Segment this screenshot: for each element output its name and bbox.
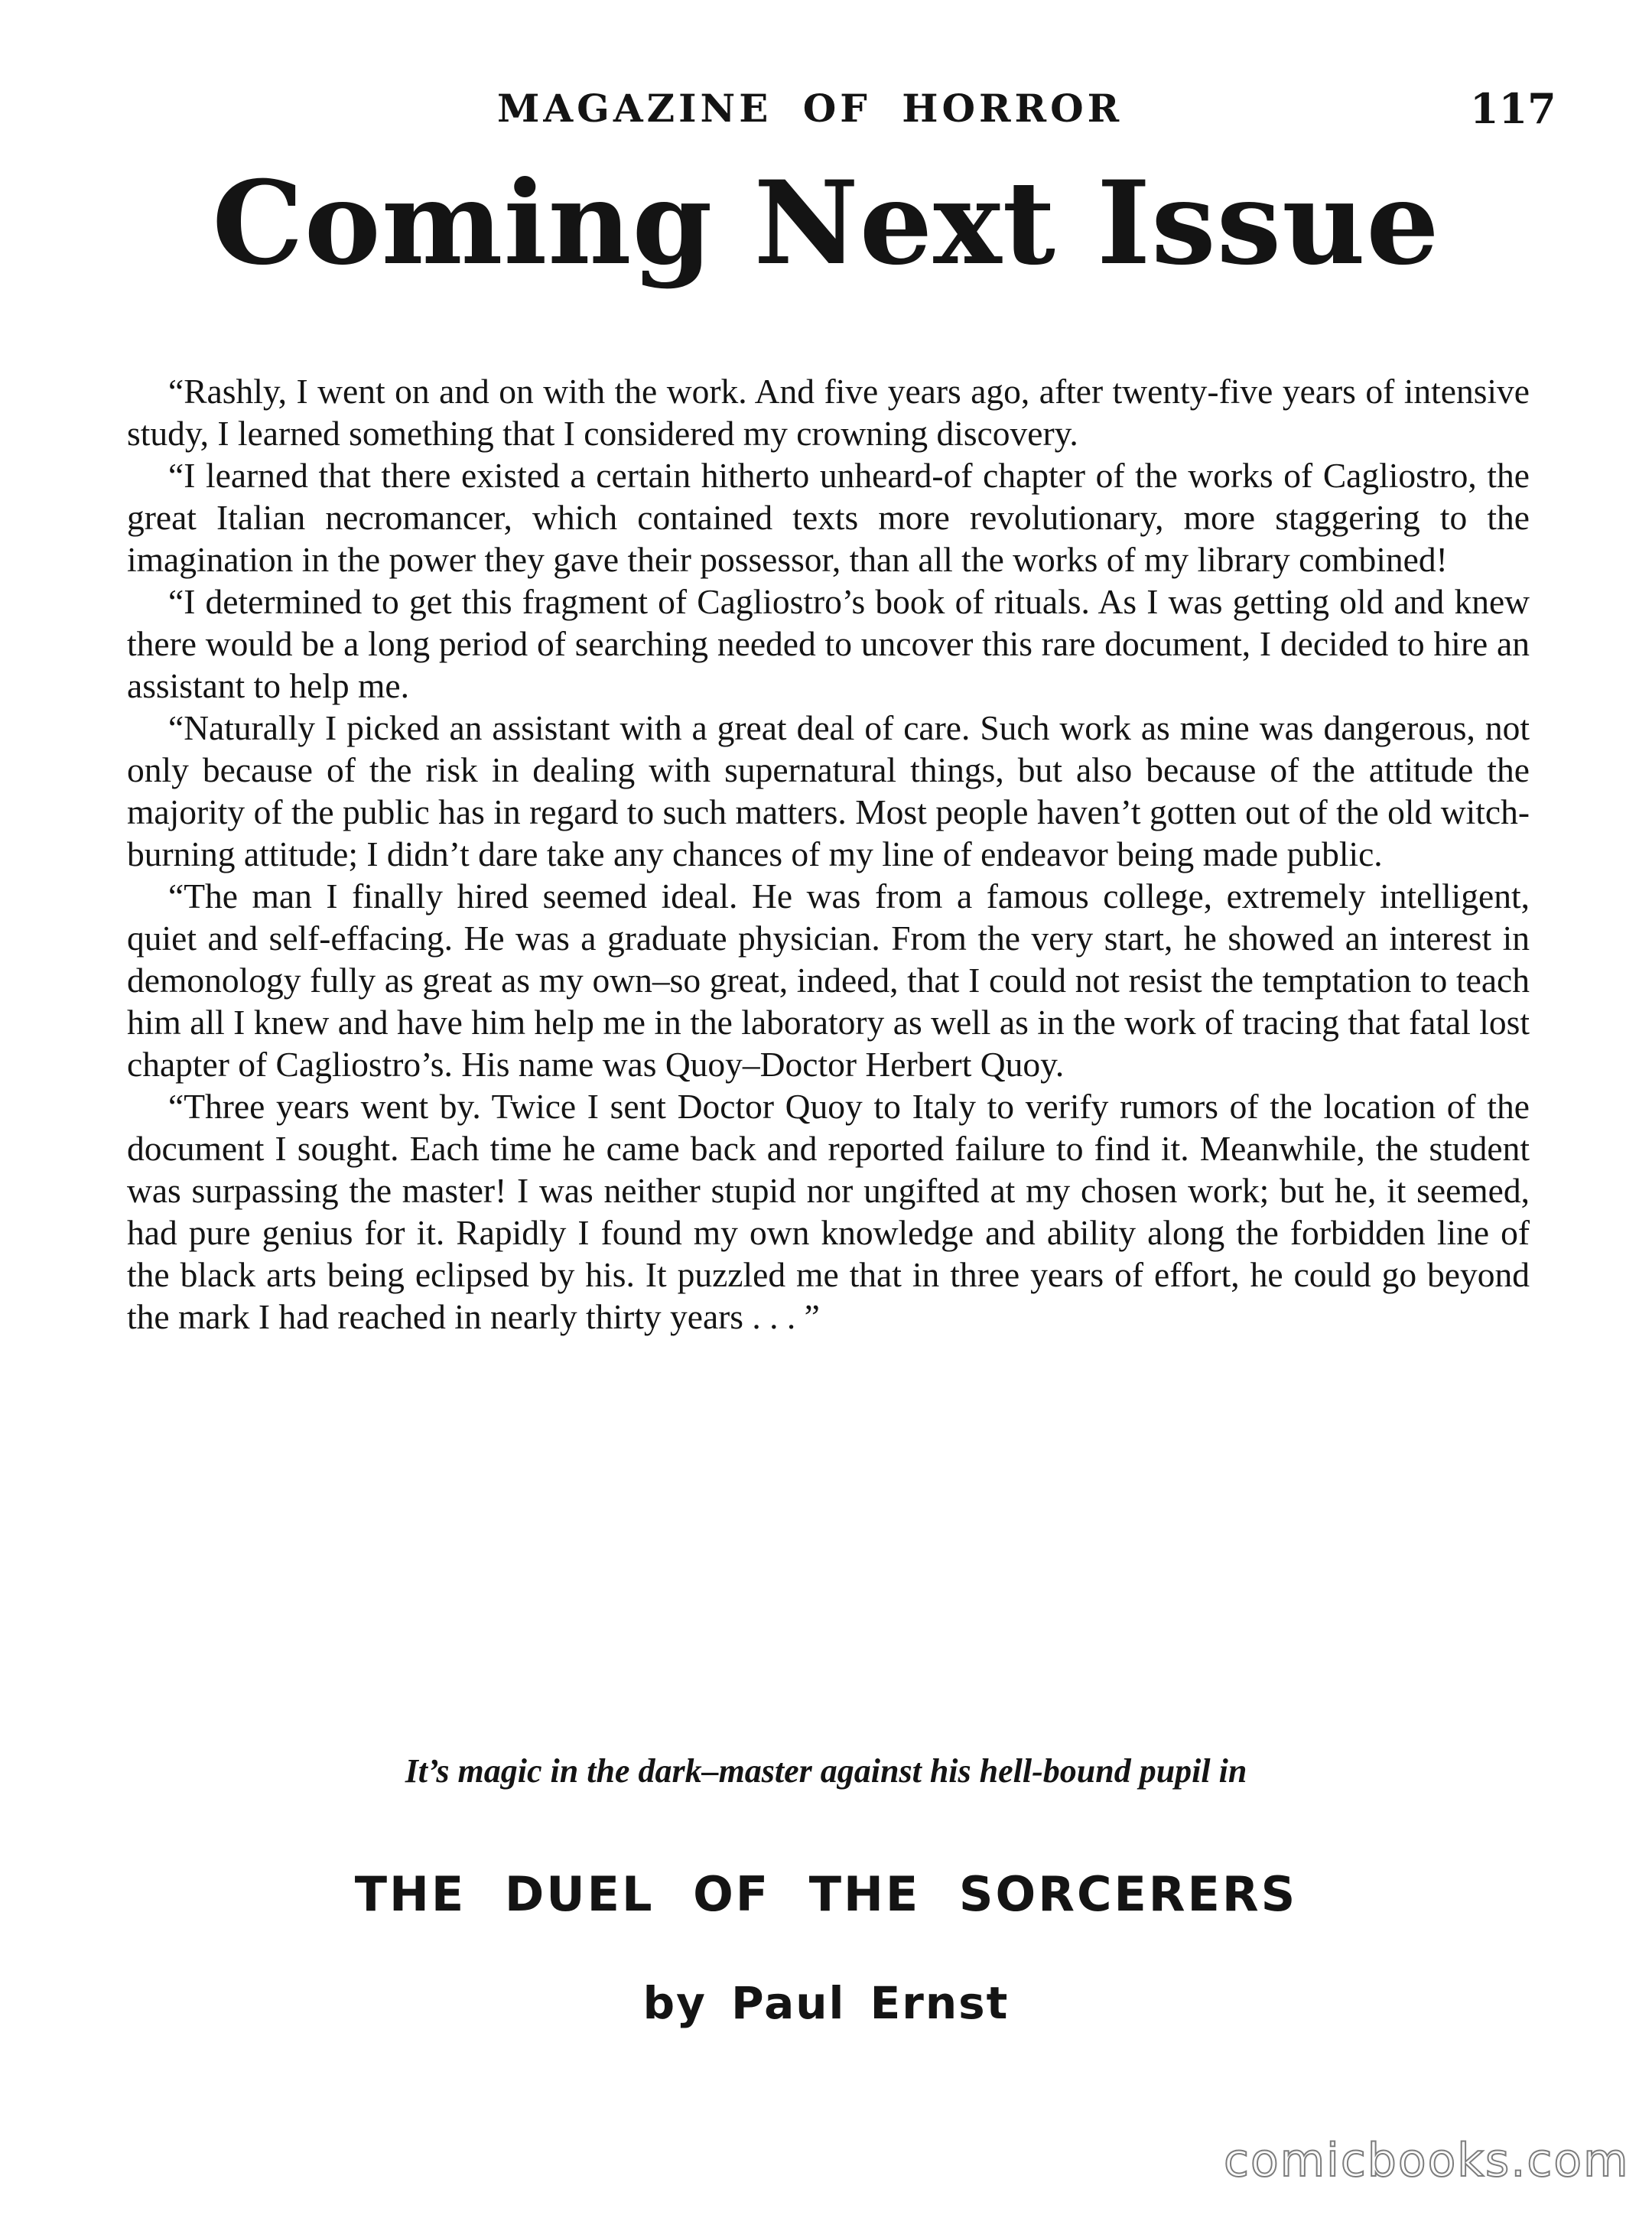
excerpt-paragraph: “I determined to get this fragment of Cagliostro’s book of rituals. As I was getting old and knew there would be a long period of searching needed to uncover this rare document, I decided to hire an assistant to help me. [127, 582, 1530, 705]
excerpt-paragraph: “The man I finally hired seemed ideal. He was from a famous college, extremely intelligent, quiet and self-effacing. He was a graduate physician. From the very start, he showed an interest in demonology fully as great as my own–so great, indeed, that I could not resist the temptation to teach him all I knew and have him help me in the laboratory as well as in the work of tracing that fatal lost chapter of Cagliostro’s. His name was Quoy–Doctor Herbert Quoy. [127, 876, 1530, 1084]
excerpt-paragraph: “I learned that there existed a certain hitherto unheard-of chapter of the works of Cagliostro, the great Italian necromancer, which contained texts more revolutionary, more staggering to the imagination in the power they gave their possessor, than all the works of my library combined! [127, 456, 1530, 579]
page-number: 117 [1470, 84, 1556, 133]
magazine-title: MAGAZINE OF HORROR [497, 86, 1124, 131]
excerpt-paragraph: “Three years went by. Twice I sent Doctor Quoy to Italy to verify rumors of the location of the document I sought. Each time he came back and reported failure to find it. Meanwhile, the student was surpassing the master! I was neither stupid nor ungifted at my chosen work; but he, it seemed, had pure genius for it. Rapidly I found my own knowledge and ability along the forbidden line of the black arts being eclipsed by his. It puzzled me that in three years of effort, he could go beyond the mark I had reached in nearly thirty years . . . ” [127, 1087, 1530, 1336]
excerpt-paragraph: “Naturally I picked an assistant with a great deal of care. Such work as mine was dangerous, not only because of the risk in dealing with supernatural things, but also because of the attitude the majority of the public has in regard to such matters. Most people haven’t gotten out of the old witch-burning attitude; I didn’t dare take any chances of my line of endeavor being made public. [127, 708, 1530, 873]
page-headline: Coming Next Issue [212, 156, 1440, 291]
story-excerpt [127, 370, 1530, 1338]
story-title: THE DUEL OF THE SORCERERS [354, 1866, 1298, 1922]
author-byline: by Paul Ernst [642, 1977, 1010, 2029]
teaser-line: It’s magic in the dark–master against his hell-bound pupil in [405, 1752, 1247, 1790]
excerpt-paragraph: “Rashly, I went on and on with the work. And five years ago, after twenty-five years of intensive study, I learned something that I considered my crowning discovery. [127, 372, 1530, 453]
running-head [0, 86, 1652, 139]
watermark: comicbooks.com [1224, 2134, 1630, 2187]
